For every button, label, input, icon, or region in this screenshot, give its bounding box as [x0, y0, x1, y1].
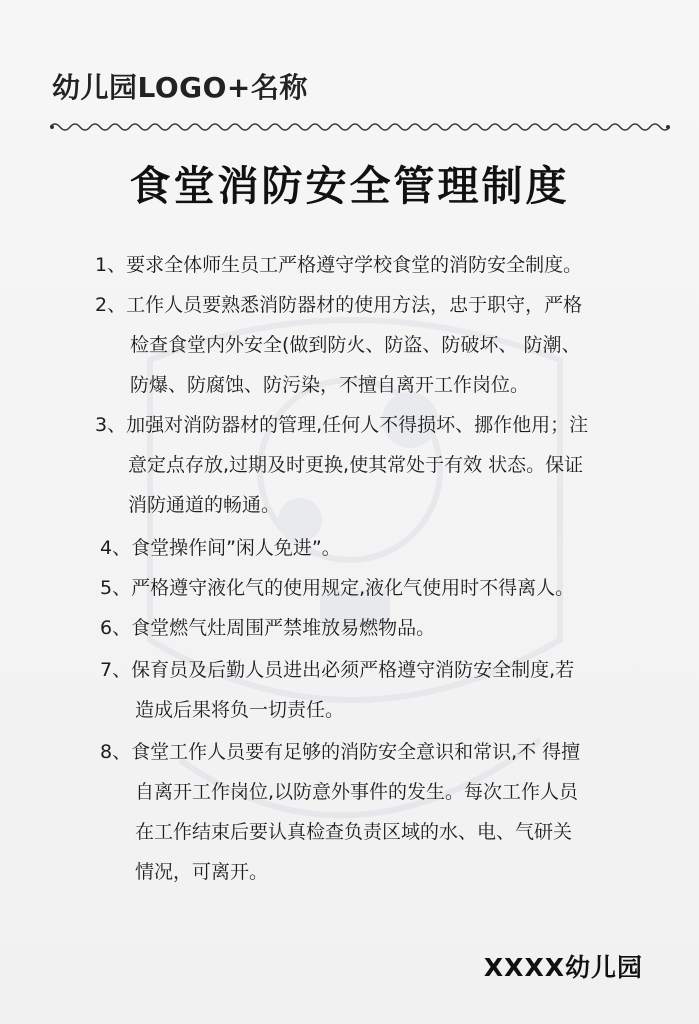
rule-item — [0, 732, 580, 892]
rule-line: 7、保育员及后勤人员进出必须严格遵守消防安全制度,若 — [100, 659, 575, 681]
rule-item — [0, 405, 588, 525]
rule-line: 在工作结束后要认真检查负责区域的水、电、气研关 — [135, 821, 573, 843]
rule-line: 4、食堂操作间”闲人免进”。 — [100, 537, 341, 559]
kindergarten-signature: XXXX幼儿园 — [483, 953, 643, 982]
rule-line: 检查食堂内外安全(做到防火、防盗、防破坏、 防潮、 — [130, 334, 581, 356]
rule-line: 自离开工作岗位,以防意外事件的发生。每次工作人员 — [135, 781, 579, 803]
decorative-divider — [50, 120, 670, 134]
rule-line: 消防通道的畅通。 — [128, 494, 281, 516]
rule-line: 防爆、防腐蚀、防污染，不擅自离开工作岗位。 — [130, 374, 530, 396]
rule-line: 8、食堂工作人员要有足够的消防安全意识和常识,不 得擅 — [100, 741, 581, 763]
rule-item — [0, 568, 574, 608]
rule-line: 2、工作人员要熟悉消防器材的使用方法，忠于职守，严格 — [95, 294, 583, 316]
document-title: 食堂消防安全管理制度 — [129, 162, 570, 210]
rule-line: 1、要求全体师生员工严格遵守学校食堂的消防安全制度。 — [95, 254, 583, 276]
rule-item — [0, 608, 435, 648]
rule-item — [0, 650, 574, 730]
rule-line: 3、加强对消防器材的管理,任何人不得损坏、挪作他用；注 — [95, 414, 589, 436]
rule-line: 情况，可离开。 — [135, 861, 269, 883]
rule-line: 5、严格遵守液化气的使用规定,液化气使用时不得离人。 — [100, 577, 575, 599]
rule-line: 意定点存放,过期及时更换,使其常处于有效 状态。保证 — [128, 454, 584, 476]
rule-line: 造成后果将负一切责任。 — [135, 699, 345, 721]
rule-line: 6、食堂燃气灶周围严禁堆放易燃物品。 — [100, 617, 436, 639]
rule-item — [0, 528, 341, 568]
kindergarten-logo-name: 幼儿园LOGO+名称 — [52, 71, 308, 104]
rule-item — [0, 245, 582, 285]
rule-item — [0, 285, 582, 405]
